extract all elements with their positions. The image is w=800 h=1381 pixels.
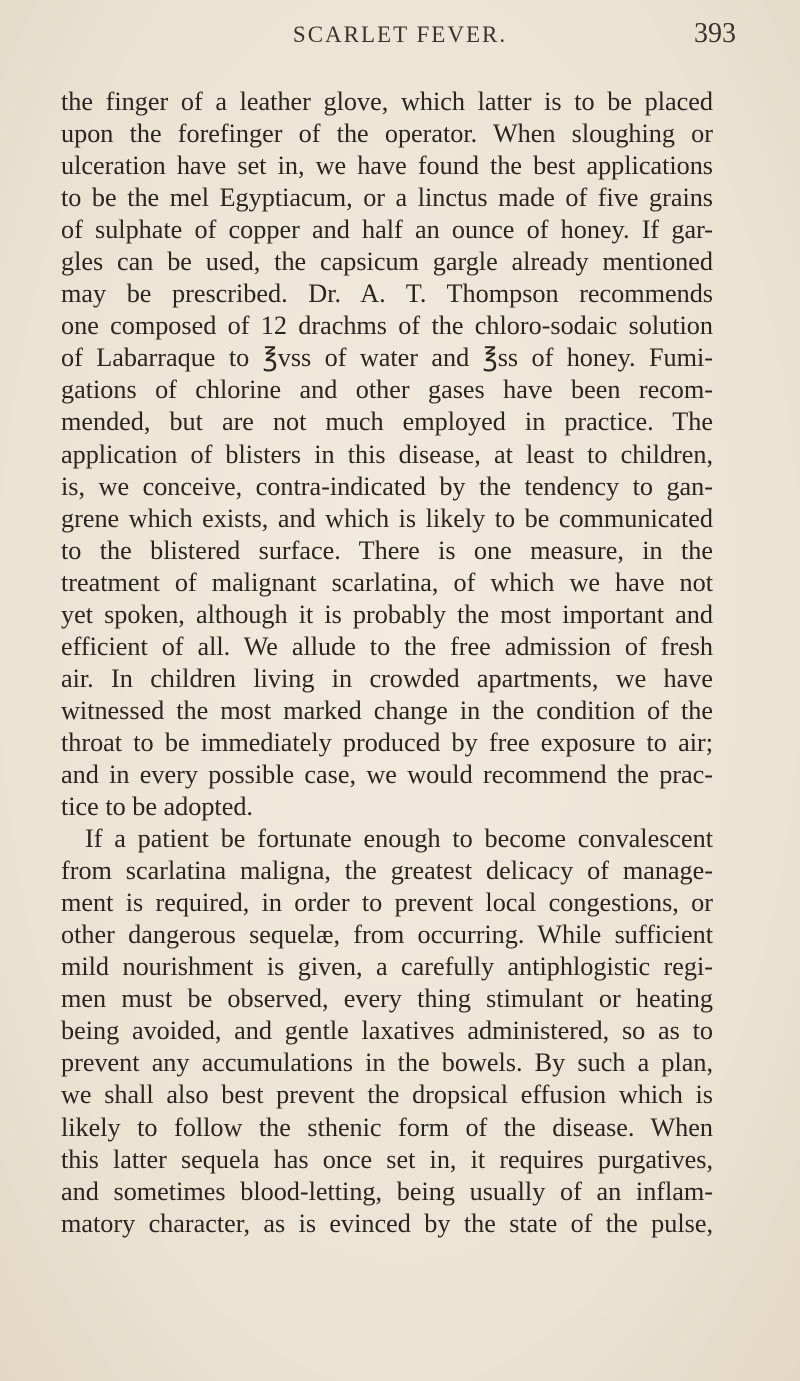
running-head: SCARLET FEVER. [292,22,508,47]
text-line: throat to be immediately produced by free exposure to air; [61,727,713,757]
text-line: likely to follow the sthenic form of the disease. When [61,1112,713,1142]
page-header [0,16,800,56]
paragraph-start-line: If a patient be fortunate enough to become convalescent [85,824,713,854]
text-line: and in every possible case, we would recommend the prac- [61,759,713,789]
text-line: men must be observed, every thing stimulant or heating [61,984,713,1014]
text-line: ment is required, in order to prevent local congestions, or [61,888,713,918]
text-line: yet spoken, although it is probably the most important and [61,599,713,629]
text-line: to the blistered surface. There is one measure, in the [61,535,713,565]
text-line: of sulphate of copper and half an ounce of honey. If gar- [61,215,713,245]
text-line: mended, but are not much employed in practice. The [61,407,713,437]
text-line: upon the forefinger of the operator. When sloughing or [61,119,713,149]
text-line: grene which exists, and which is likely to be communicated [61,503,713,533]
text-line: may be prescribed. Dr. A. T. Thompson recommends [61,279,713,309]
text-line: this latter sequela has once set in, it requires purgatives, [61,1144,713,1174]
text-line: and sometimes blood-letting, being usually of an inflam- [61,1176,713,1206]
text-line: prevent any accumulations in the bowels. By such a plan, [61,1048,713,1078]
text-line: mild nourishment is given, a carefully antiphlogistic regi- [61,952,713,982]
text-line: of Labarraque to ℥vss of water and ℥ss of honey. Fumi- [61,343,713,373]
text-line: witnessed the most marked change in the condition of the [61,695,713,725]
text-line: we shall also best prevent the dropsical effusion which is [61,1080,713,1110]
body-text [61,86,713,1240]
text-line: to be the mel Egyptiacum, or a linctus made of five grains [61,183,713,213]
text-line: is, we conceive, contra-indicated by the tendency to gan- [61,471,713,501]
text-line: efficient of all. We allude to the free admission of fresh [61,631,713,661]
text-line: application of blisters in this disease, at least to children, [61,439,713,469]
text-line: air. In children living in crowded apartments, we have [61,663,713,693]
text-line: being avoided, and gentle laxatives administered, so as to [61,1016,713,1046]
paragraph-end-line: tice to be adopted. [61,792,253,822]
text-line: treatment of malignant scarlatina, of which we have not [61,567,713,597]
text-line: other dangerous sequelæ, from occurring. While sufficient [61,920,713,950]
text-line: matory character, as is evinced by the state of the pulse, [61,1208,713,1238]
text-line: the finger of a leather glove, which latter is to be placed [61,87,713,116]
text-line: from scarlatina maligna, the greatest delicacy of manage- [61,856,713,886]
text-line: ulceration have set in, we have found the best applications [61,151,713,181]
page-number: 393 [694,18,736,49]
text-line: gations of chlorine and other gases have been recom- [61,375,713,405]
text-line: one composed of 12 drachms of the chloro-sodaic solution [61,311,713,341]
text-line: gles can be used, the capsicum gargle already mentioned [61,247,713,277]
